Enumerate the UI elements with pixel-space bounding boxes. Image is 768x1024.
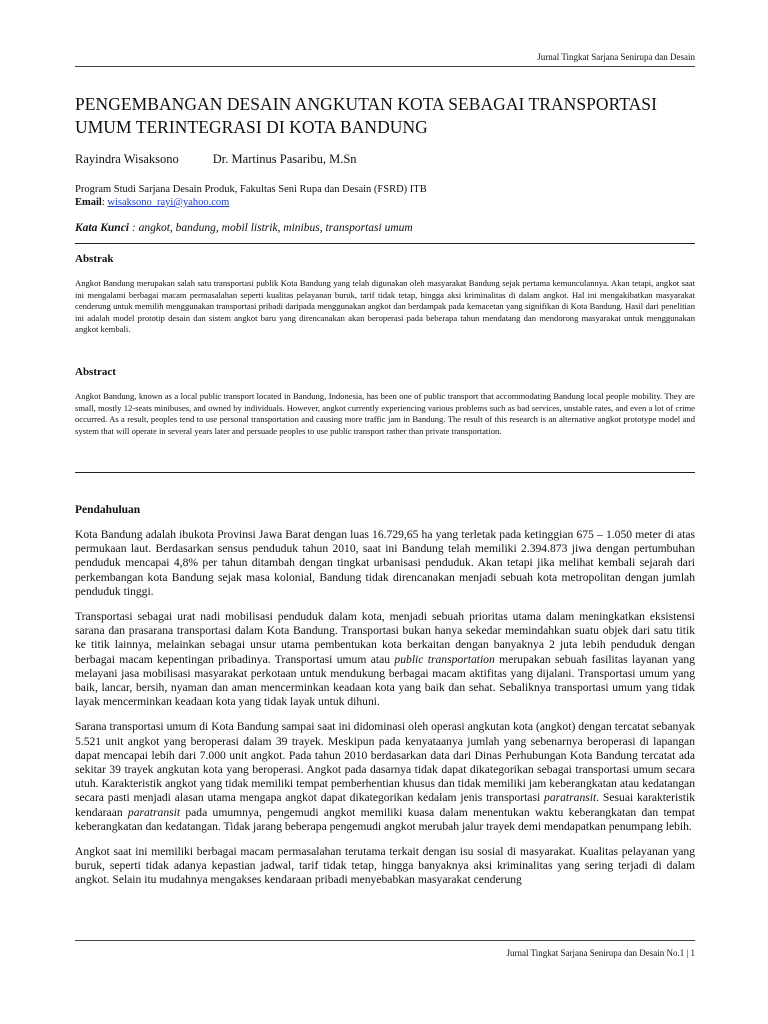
running-header: Jurnal Tingkat Sarjana Senirupa dan Desain [537,52,695,62]
paragraph-2: Transportasi sebagai urat nadi mobilisasi penduduk dalam kota, menjadi sebuah prioritas utama dalam meningkatkan eksistensi sarana dan prasarana transportasi dalam Kota Bandung. Transportasi bukan hanya sekedar memindahkan suatu objek dari satu titik ke titik lainnya, melainkan sebagai unsur utama pembentukan kota berkaitan dengan banyaknya 2 juta lebih penduduk dengan berbagai macam kepentingan pribadinya. Transportasi umum atau public transportation merupakan sebuah fasilitas layanan yang melayani jasa mobilisasi masyarakat perkotaan untuk mendukung berbagai macam aktifitas yang dijalani. Transportasi umum yang baik, lancar, bersih, nyaman dan aman mencerminkan keadaan kota yang baik dan sehat. Sebaliknya transportasi umum yang tidak layak mencerminkan keadaan kota yang tidak layak untuk dihuni. [75,610,695,709]
affiliation: Program Studi Sarjana Desain Produk, Fakultas Seni Rupa dan Desain (FSRD) ITB [75,184,427,195]
section-rule-bottom [75,472,695,473]
email-link[interactable]: wisaksono_rayi@yahoo.com [107,197,230,208]
abstrak-heading: Abstrak [75,253,114,265]
body-text [75,528,695,934]
title-line-2: UMUM TERINTEGRASI DI KOTA BANDUNG [75,117,428,137]
keywords [75,222,413,234]
header-rule [75,66,695,67]
paper-title [75,93,695,139]
email-label: Email [75,197,102,208]
pendahuluan-heading: Pendahuluan [75,504,141,516]
abstract-text: Angkot Bandung, known as a local public transport located in Bandung, Indonesia, has been one of public transport that accommodating Bandung local people mobility. They are small, mostly 12-seats minibuses, and owned by individuals. However, angkot currently experiencing various problems such as bad services, unstable rates, and even a lot of crime occurred. As a result, peoples tend to use personal transportation and causing more traffic jam in Bandung. The result of this research is an alternative angkot prototype model and system that will operate in several years later and persuade peoples to use public transport rather than private transportation. [75,391,695,436]
keywords-label: Kata Kunci [75,222,130,234]
section-rule-top [75,243,695,244]
email-line: Email: wisaksono_rayi@yahoo.com [75,197,230,208]
keywords-text: : angkot, bandung, mobil listrik, minibus, transportasi umum [129,222,413,234]
paragraph-3: Sarana transportasi umum di Kota Bandung sampai saat ini didominasi oleh operasi angkutan kota (angkot) dengan tercatat sebanyak 5.521 unit angkot yang beroperasi dalam 39 trayek. Meskipun pada kenyataanya jumlah yang sebenarnya beroperasi di lapangan dapat mencapai lebih dari 7.000 unit angkot. Pada tahun 2010 berdasarkan data dari Dinas Perhubungan Kota Bandung tercatat ada sekitar 39 trayek angkutan kota yang beroperasi. Angkot pada dasarnya tidak dapat dikategorikan sebagai transportasi umum secara utuh. Karakteristik angkot yang tidak memiliki tempat pemberhentian khusus dan tidak memiliki jam keberangkatan atau kedatangan secara pasti menjadi alasan utama mengapa angkot dapat dikategorikan kedalam jenis transportasi paratransit. Sesuai karakteristik kendaraan paratransit pada umumnya, pengemudi angkot memiliki kuasa dalam menentukan waktu keberangkatan dan tempat keberangkatan dan kedatangan. Tidak jarang beberapa pengemudi angkot merubah jalur trayek demi mendapatkan penumpang lebih. [75,720,695,833]
paragraph-1: Kota Bandung adalah ibukota Provinsi Jawa Barat dengan luas 16.729,65 ha yang terletak pada ketinggian 675 – 1.050 meter di atas permukaan laut. Berdasarkan sensus penduduk tahun 2010, saat ini Bandung telah memiliki 2.394.873 jiwa dengan pertumbuhan penduduk mencapai 4,8% per tahun ditambah dengan tingkat urbanisasi penduduk. Akan tetapi jika melihat kembali sejarah dari perkembangan kota Bandung sejak masa kolonial, Bandung tidak direncanakan menjadi sebuah kota metropolitan dengan jumlah penduduk tinggi. [75,528,695,598]
paper-page [75,0,695,1024]
author-list [75,152,357,167]
paragraph-4: Angkot saat ini memiliki berbagai macam permasalahan terutama terkait dengan isu sosial di masyarakat. Kualitas pelayanan yang buruk, seperti tidak adanya kepastian jadwal, tarif tidak tetap, hingga banyaknya aksi kriminalitas yang sering terjadi di dalam angkot. Selain itu mudahnya mengakses kendaraan pribadi menyebabkan masyarakat cenderung [75,845,695,887]
affiliation-block [75,183,427,209]
title-line-1: PENGEMBANGAN DESAIN ANGKUTAN KOTA SEBAGAI TRANSPORTASI [75,94,657,114]
abstrak-text: Angkot Bandung merupakan salah satu transportasi publik Kota Bandung yang telah digunakan oleh masyarakat Bandung sejak pertama kemunculannya. Akan tetapi, angkot saat ini mengalami berbagai macam permasalahan seperti kualitas pelayanan buruk, tarif tidak tetap, hingga aksi kriminalitas di dalam angkot. Hal ini mengakibatkan masyarakat cenderung untuk memilih menggunakan transportasi pribadi daripada menggunakan angkot dan berdampak pada kemacetan yang signifikan di Kota Bandung. Hasil dari penelitian ini adalah model prototip desain dan sistem angkot baru yang direncanakan akan beroperasi pada beberapa tahun mendatang dan mendorong masyarakat untuk menggunakan angkot kembali. [75,278,695,335]
footer-rule [75,940,695,941]
running-footer: Jurnal Tingkat Sarjana Senirupa dan Desain No.1 | 1 [506,948,695,958]
abstract-heading: Abstract [75,366,116,378]
author-2: Dr. Martinus Pasaribu, M.Sn [212,152,357,166]
author-1: Rayindra Wisaksono [75,152,179,166]
